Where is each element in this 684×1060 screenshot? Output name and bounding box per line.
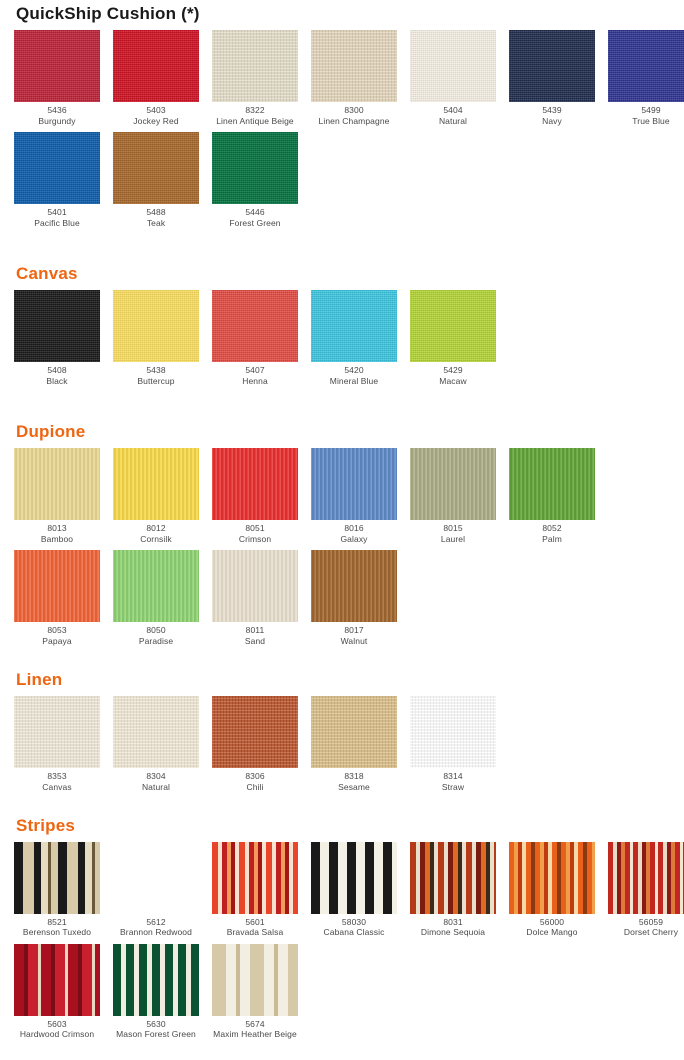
swatch-chip[interactable] bbox=[14, 842, 100, 914]
swatch-chip[interactable] bbox=[311, 550, 397, 622]
swatch-name: Straw bbox=[441, 781, 465, 792]
swatch-chip[interactable] bbox=[410, 696, 496, 768]
swatch-code: 5612 bbox=[146, 916, 166, 927]
swatch-8017[interactable] bbox=[311, 550, 397, 646]
swatch-8016[interactable] bbox=[311, 448, 397, 544]
swatch-code: 8015 bbox=[443, 522, 463, 533]
swatch-name: Laurel bbox=[440, 533, 466, 544]
swatch-code: 5603 bbox=[47, 1018, 67, 1029]
swatch-5407[interactable] bbox=[212, 290, 298, 386]
swatch-5601[interactable] bbox=[212, 842, 298, 938]
swatch-name: Sesame bbox=[338, 781, 370, 792]
swatch-5488[interactable] bbox=[113, 132, 199, 228]
swatch-8012[interactable] bbox=[113, 448, 199, 544]
swatch-8318[interactable] bbox=[311, 696, 397, 792]
swatch-name: Mineral Blue bbox=[329, 375, 379, 386]
swatch-code: 8306 bbox=[245, 770, 265, 781]
swatch-chip[interactable] bbox=[410, 842, 496, 914]
swatch-code: 5674 bbox=[245, 1018, 265, 1029]
swatch-code: 56000 bbox=[539, 916, 565, 927]
swatch-chip[interactable] bbox=[212, 842, 298, 914]
swatch-5401[interactable] bbox=[14, 132, 100, 228]
swatch-row bbox=[0, 696, 684, 792]
swatch-name: Jockey Red bbox=[133, 115, 179, 126]
swatch-8304[interactable] bbox=[113, 696, 199, 792]
swatch-name: Pacific Blue bbox=[34, 217, 80, 228]
swatch-58030[interactable] bbox=[311, 842, 397, 938]
swatch-name: Brannon Redwood bbox=[120, 927, 192, 938]
swatch-chip[interactable] bbox=[14, 30, 100, 102]
swatch-chip[interactable] bbox=[212, 448, 298, 520]
swatch-8353[interactable] bbox=[14, 696, 100, 792]
swatch-5439[interactable] bbox=[509, 30, 595, 126]
swatch-name: Natural bbox=[141, 781, 171, 792]
swatch-code: 5420 bbox=[344, 364, 364, 375]
swatch-name: Crimson bbox=[238, 533, 272, 544]
swatch-code: 8322 bbox=[245, 105, 265, 115]
swatch-8300[interactable] bbox=[311, 30, 397, 126]
swatch-name: Bamboo bbox=[40, 533, 74, 544]
swatch-chip[interactable] bbox=[14, 550, 100, 622]
section-spacer bbox=[0, 234, 684, 260]
swatch-section-canvas bbox=[0, 264, 684, 386]
section-spacer bbox=[0, 652, 684, 666]
swatch-row bbox=[0, 290, 684, 386]
swatch-name: Dorset Cherry bbox=[623, 927, 679, 938]
swatch-56059[interactable] bbox=[608, 842, 684, 938]
swatch-name: Macaw bbox=[439, 375, 467, 386]
swatch-code: 58030 bbox=[341, 916, 367, 927]
swatch-name: Papaya bbox=[42, 635, 72, 646]
swatch-code: 8521 bbox=[47, 916, 67, 927]
swatch-name: Burgundy bbox=[38, 115, 76, 126]
swatch-8521[interactable] bbox=[14, 842, 100, 938]
swatch-code: 8353 bbox=[47, 770, 67, 781]
swatch-code: 8050 bbox=[146, 624, 166, 635]
swatch-name: Linen Champagne bbox=[318, 115, 390, 126]
swatch-code: 5601 bbox=[245, 916, 265, 927]
swatch-code: 5403 bbox=[146, 105, 166, 115]
swatch-5429[interactable] bbox=[410, 290, 496, 386]
swatch-8314[interactable] bbox=[410, 696, 496, 792]
swatch-5499[interactable] bbox=[608, 30, 684, 126]
swatch-8013[interactable] bbox=[14, 448, 100, 544]
swatch-name: Sand bbox=[244, 635, 266, 646]
swatch-chip[interactable] bbox=[212, 550, 298, 622]
swatch-8053[interactable] bbox=[14, 550, 100, 646]
swatch-code: 5407 bbox=[245, 364, 265, 375]
swatch-chip[interactable] bbox=[410, 30, 496, 102]
swatch-code: 5488 bbox=[146, 206, 166, 217]
swatch-chip[interactable] bbox=[113, 132, 199, 204]
swatch-chip[interactable] bbox=[410, 448, 496, 520]
swatch-chip[interactable] bbox=[212, 290, 298, 362]
swatch-5436[interactable] bbox=[14, 30, 100, 126]
swatch-chart-page bbox=[0, 4, 684, 1060]
swatch-chip[interactable] bbox=[14, 696, 100, 768]
swatch-chip[interactable] bbox=[311, 448, 397, 520]
swatch-chip[interactable] bbox=[311, 696, 397, 768]
swatch-8031[interactable] bbox=[410, 842, 496, 938]
swatch-name: Chili bbox=[246, 781, 264, 792]
swatch-code: 8013 bbox=[47, 522, 67, 533]
swatch-name: Teak bbox=[146, 217, 166, 228]
swatch-row bbox=[0, 842, 684, 938]
swatch-chip[interactable] bbox=[311, 842, 397, 914]
swatch-chip[interactable] bbox=[311, 30, 397, 102]
swatch-code: 5429 bbox=[443, 364, 463, 375]
swatch-chip[interactable] bbox=[113, 550, 199, 622]
swatch-56000[interactable] bbox=[509, 842, 595, 938]
swatch-section-stripes bbox=[0, 816, 684, 1040]
swatch-chip[interactable] bbox=[212, 944, 298, 1016]
swatch-name: Dimone Sequoia bbox=[420, 927, 486, 938]
swatch-code: 8016 bbox=[344, 522, 364, 533]
swatch-8050[interactable] bbox=[113, 550, 199, 646]
swatch-name: Paradise bbox=[138, 635, 174, 646]
section-title-stripes: Stripes bbox=[16, 815, 76, 835]
swatch-name: Palm bbox=[542, 533, 562, 544]
swatch-name: Black bbox=[46, 375, 68, 386]
swatch-row bbox=[0, 448, 684, 544]
swatch-code: 8304 bbox=[146, 770, 166, 781]
swatch-code: 5438 bbox=[146, 364, 166, 375]
swatch-chip[interactable] bbox=[113, 944, 199, 1016]
swatch-code: 8318 bbox=[344, 770, 364, 781]
swatch-chip[interactable] bbox=[410, 290, 496, 362]
swatch-chip[interactable] bbox=[113, 448, 199, 520]
swatch-8322[interactable] bbox=[212, 30, 298, 126]
swatch-5612[interactable] bbox=[113, 842, 199, 938]
swatch-5403[interactable] bbox=[113, 30, 199, 126]
swatch-name: Canvas bbox=[42, 781, 72, 792]
swatch-row bbox=[0, 550, 684, 646]
swatch-chip[interactable] bbox=[212, 30, 298, 102]
swatch-code: 5436 bbox=[47, 105, 67, 115]
swatch-chip[interactable] bbox=[14, 132, 100, 204]
swatch-chip[interactable] bbox=[608, 30, 684, 102]
section-title-dupione: Dupione bbox=[16, 421, 86, 441]
swatch-8011[interactable] bbox=[212, 550, 298, 646]
swatch-name: True Blue bbox=[632, 115, 670, 126]
swatch-code: 5446 bbox=[245, 206, 265, 217]
swatch-name: Bravada Salsa bbox=[226, 927, 284, 938]
swatch-chip[interactable] bbox=[14, 944, 100, 1016]
swatch-5674[interactable] bbox=[212, 944, 298, 1040]
swatch-name: Berenson Tuxedo bbox=[22, 927, 92, 938]
swatch-8052[interactable] bbox=[509, 448, 595, 544]
swatch-5603[interactable] bbox=[14, 944, 100, 1040]
swatch-name: Mason Forest Green bbox=[116, 1029, 196, 1040]
swatch-name: Walnut bbox=[340, 635, 368, 646]
swatch-code: 5401 bbox=[47, 206, 67, 217]
swatch-chip[interactable] bbox=[509, 30, 595, 102]
swatch-name: Dolce Mango bbox=[526, 927, 578, 938]
swatch-code: 8031 bbox=[443, 916, 463, 927]
swatch-name: Navy bbox=[542, 115, 562, 126]
swatch-name: Forest Green bbox=[229, 217, 281, 228]
swatch-chip[interactable] bbox=[113, 290, 199, 362]
swatch-8015[interactable] bbox=[410, 448, 496, 544]
section-spacer bbox=[0, 798, 684, 812]
swatch-5438[interactable] bbox=[113, 290, 199, 386]
swatch-code: 8052 bbox=[542, 522, 562, 533]
swatch-chip[interactable] bbox=[509, 842, 595, 914]
swatch-code: 8012 bbox=[146, 522, 166, 533]
swatch-row bbox=[0, 30, 684, 126]
swatch-name: Galaxy bbox=[340, 533, 368, 544]
swatch-5446[interactable] bbox=[212, 132, 298, 228]
swatch-name: Maxim Heather Beige bbox=[213, 1029, 297, 1040]
swatch-code: 5404 bbox=[443, 105, 463, 115]
swatch-chip[interactable] bbox=[608, 842, 684, 914]
swatch-code: 8051 bbox=[245, 522, 265, 533]
swatch-row bbox=[0, 944, 684, 1040]
swatch-chip[interactable] bbox=[113, 30, 199, 102]
swatch-code: 8314 bbox=[443, 770, 463, 781]
swatch-name: Buttercup bbox=[137, 375, 175, 386]
section-title-linen: Linen bbox=[16, 669, 63, 689]
swatch-chip[interactable] bbox=[113, 696, 199, 768]
swatch-chip[interactable] bbox=[311, 290, 397, 362]
swatch-8306[interactable] bbox=[212, 696, 298, 792]
swatch-section-linen bbox=[0, 670, 684, 792]
swatch-5408[interactable] bbox=[14, 290, 100, 386]
swatch-section-dupione bbox=[0, 422, 684, 646]
section-spacer bbox=[0, 1046, 684, 1060]
swatch-code: 5408 bbox=[47, 364, 67, 375]
section-title-quickship-cushion: QuickShip Cushion (*) bbox=[16, 4, 200, 23]
section-spacer bbox=[0, 392, 684, 418]
swatch-name: Hardwood Crimson bbox=[19, 1029, 95, 1040]
swatch-chip[interactable] bbox=[113, 842, 199, 914]
swatch-chip[interactable] bbox=[14, 290, 100, 362]
swatch-code: 8011 bbox=[245, 624, 265, 635]
swatch-5630[interactable] bbox=[113, 944, 199, 1040]
swatch-code: 5630 bbox=[146, 1018, 166, 1029]
swatch-section-quickship-cushion bbox=[0, 4, 684, 228]
swatch-name: Henna bbox=[242, 375, 268, 386]
swatch-chip[interactable] bbox=[509, 448, 595, 520]
swatch-code: 8017 bbox=[344, 624, 364, 635]
swatch-code: 8053 bbox=[47, 624, 67, 635]
swatch-8051[interactable] bbox=[212, 448, 298, 544]
swatch-chip[interactable] bbox=[212, 696, 298, 768]
swatch-5420[interactable] bbox=[311, 290, 397, 386]
swatch-name: Cabana Classic bbox=[323, 927, 385, 938]
swatch-name: Linen Antique Beige bbox=[216, 115, 294, 126]
swatch-5404[interactable] bbox=[410, 30, 496, 126]
swatch-chip[interactable] bbox=[212, 132, 298, 204]
swatch-row bbox=[0, 132, 684, 228]
swatch-name: Natural bbox=[438, 115, 468, 126]
section-title-canvas: Canvas bbox=[16, 263, 78, 283]
swatch-code: 5439 bbox=[542, 105, 562, 115]
swatch-code: 8300 bbox=[344, 105, 364, 115]
swatch-code: 5499 bbox=[641, 105, 661, 115]
swatch-name: Cornsilk bbox=[140, 533, 172, 544]
swatch-code: 56059 bbox=[638, 916, 664, 927]
swatch-chip[interactable] bbox=[14, 448, 100, 520]
